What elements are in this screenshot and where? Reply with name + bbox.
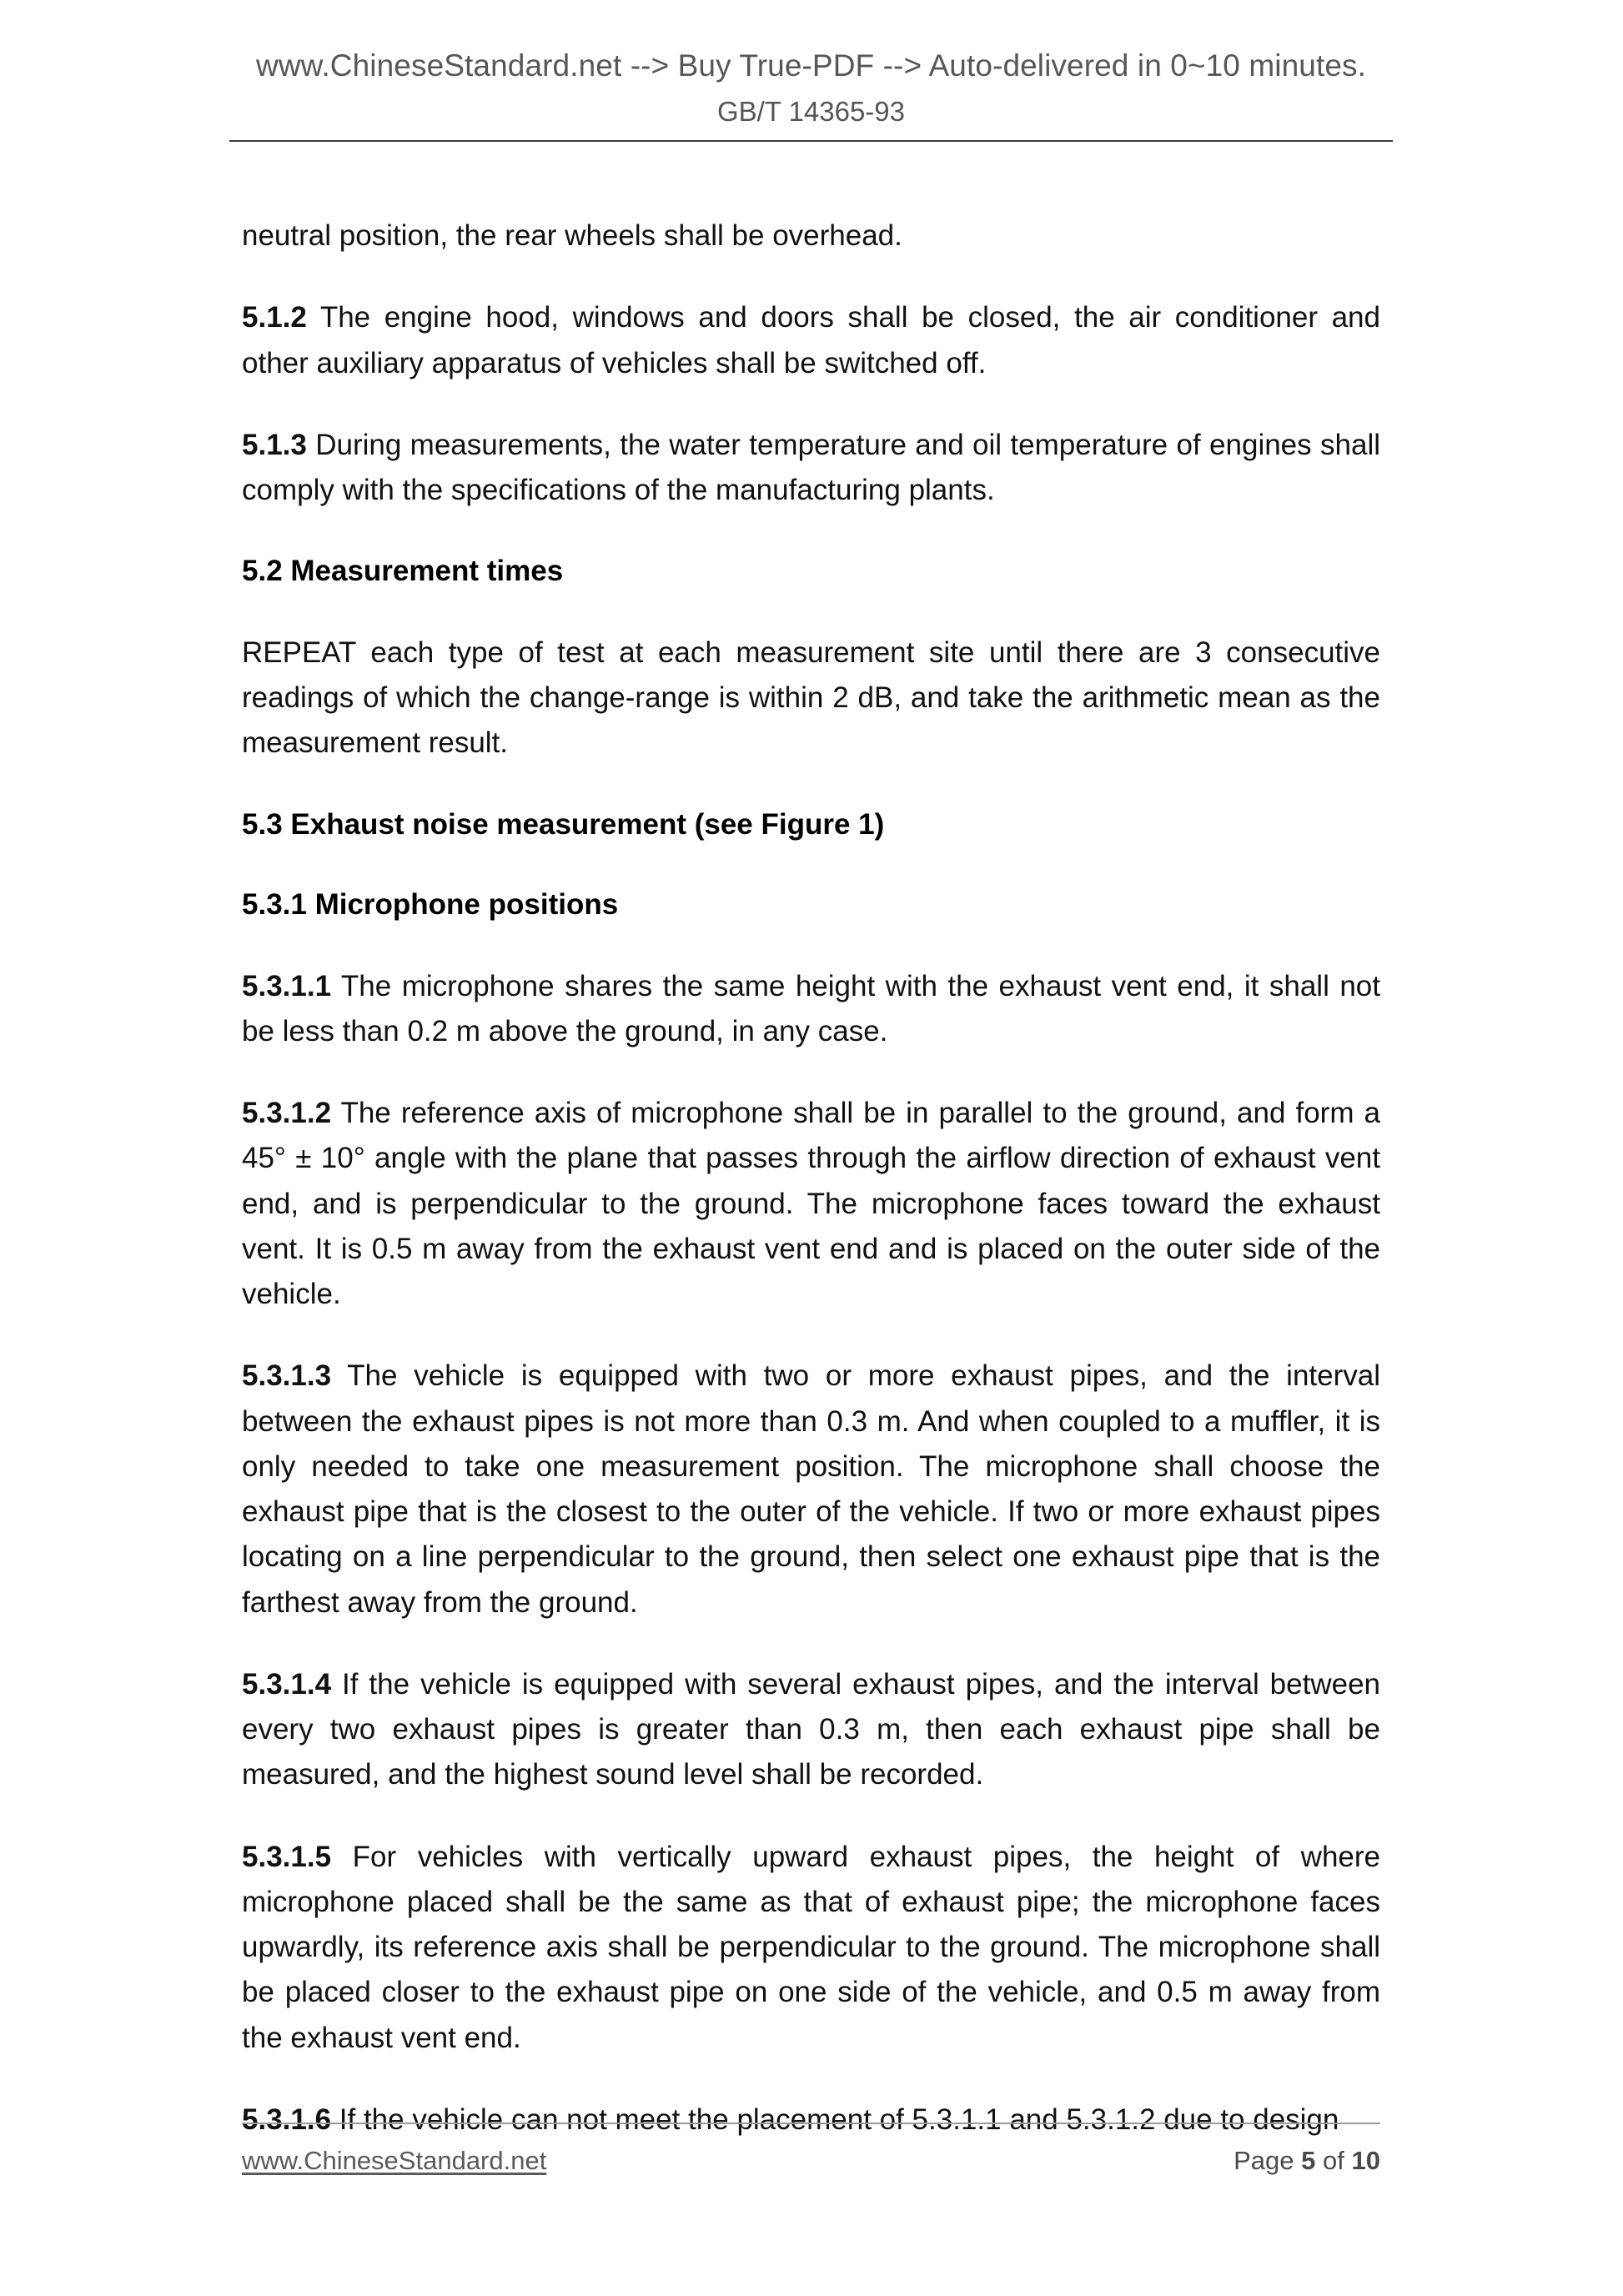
clause-text-5-3-1-4: If the vehicle is equipped with several exhaust pipes, and the interval between every two exhaust pipes is greater than 0.3 m, then each exhaust pipe shall be measured, and the highest sound level shall be recorded.: [242, 1667, 1380, 1791]
clause-text-5-1-3: During measurements, the water temperature and oil temperature of engines shall comply with the specifications of the manufacturing plants.: [242, 428, 1380, 506]
heading-5-3: 5.3 Exhaust noise measurement (see Figure 1): [242, 807, 885, 841]
clause-number-5-3-1-5: 5.3.1.5: [242, 1840, 332, 1873]
footer-divider: [242, 2123, 1380, 2124]
clause-text-5-3-1-3: The vehicle is equipped with two or more exhaust pipes, and the interval between the exhaust pipes is not more than 0.3 m. And when coupled to a muffler, it is only needed to take one measurement position. The microphone shall choose the exhaust pipe that is the closest to the outer of the vehicle. If two or more exhaust pipes locating on a line perpendicular to the ground, then select one exhaust pipe that is the farthest away from the ground.: [242, 1359, 1380, 1619]
clause-text-5-1-2: The engine hood, windows and doors shall be closed, the air conditioner and other auxiliary apparatus of vehicles shall be switched off.: [242, 301, 1380, 379]
footer-site-link[interactable]: www.ChineseStandard.net: [242, 2146, 547, 2175]
paragraph-5-1-3: [242, 423, 1380, 514]
paragraph-continued-text: neutral position, the rear wheels shall be overhead.: [242, 219, 902, 252]
page-current: 5: [1301, 2146, 1316, 2175]
clause-number-5-1-2: 5.1.2: [242, 301, 307, 334]
paragraph-5-3-1-1: [242, 964, 1380, 1055]
page-header: [229, 47, 1393, 148]
clause-number-5-3-1-1: 5.3.1.1: [242, 969, 332, 1002]
heading-5-2: 5.2 Measurement times: [242, 555, 564, 588]
paragraph-5-3-1-5: [242, 1835, 1380, 2061]
paragraph-5-3-1-4: [242, 1662, 1380, 1798]
clause-text-5-3-1-5: For vehicles with vertically upward exhaust pipes, the height of where microphone placed shall be the same as that of exhaust pipe; the microphone faces upwardly, its reference axis shall be perpendicular to the ground. The microphone shall be placed closer to the exhaust pipe on one side of the vehicle, and 0.5 m away from the exhaust vent end.: [242, 1840, 1380, 2054]
clause-number-5-3-1-4: 5.3.1.4: [242, 1667, 332, 1701]
footer-row: [242, 2146, 1380, 2176]
standard-number: GB/T 14365-93: [716, 96, 906, 128]
page-footer: [242, 2123, 1380, 2176]
paragraph-5-1-2: [242, 295, 1380, 386]
paragraph-5-3-1-2: [242, 1091, 1380, 1317]
clause-number-5-3-1-6: 5.3.1.6: [242, 2103, 332, 2136]
paragraph-5-2: [242, 631, 1380, 766]
clause-number-5-3-1-2: 5.3.1.2: [242, 1097, 332, 1129]
clause-text-5-3-1-6: If the vehicle can not meet the placement of 5.3.1.1 and 5.3.1.2 due to design: [331, 2103, 1339, 2136]
page-total: 10: [1351, 2146, 1380, 2175]
clause-number-5-3-1-3: 5.3.1.3: [242, 1359, 332, 1393]
heading-5-3-1: 5.3.1 Microphone positions: [242, 888, 619, 921]
promo-banner-text: www.ChineseStandard.net --> Buy True-PDF --> Auto-delivered in 0~10 minutes.: [256, 48, 1366, 83]
paragraph-5-2-text: REPEAT each type of test at each measurement site until there are 3 consecutive readings of which the change-range is within 2 dB, and take the arithmetic mean as the measurement result.: [242, 636, 1380, 760]
paragraph-5-3-1-3: [242, 1354, 1380, 1625]
page-of-label: of: [1323, 2146, 1344, 2175]
clause-text-5-3-1-1: The microphone shares the same height with the exhaust vent end, it shall not be less than 0.2 m above the ground, in any case.: [242, 969, 1380, 1048]
clause-number-5-1-3: 5.1.3: [242, 428, 307, 461]
page-label: Page: [1234, 2146, 1294, 2175]
page-number-indicator: [1234, 2146, 1380, 2176]
document-body: [242, 214, 1380, 2143]
clause-text-5-3-1-2: The reference axis of microphone shall be in parallel to the ground, and form a 45° ± 10° angle with the plane that passes through the airflow direction of exhaust vent end, and is perpendicular to the ground. The microphone faces toward the exhaust vent. It is 0.5 m away from the exhaust vent end and is placed on the outer side of the vehicle.: [242, 1097, 1380, 1310]
header-divider: [229, 140, 1393, 142]
paragraph-continued: [242, 214, 1380, 259]
